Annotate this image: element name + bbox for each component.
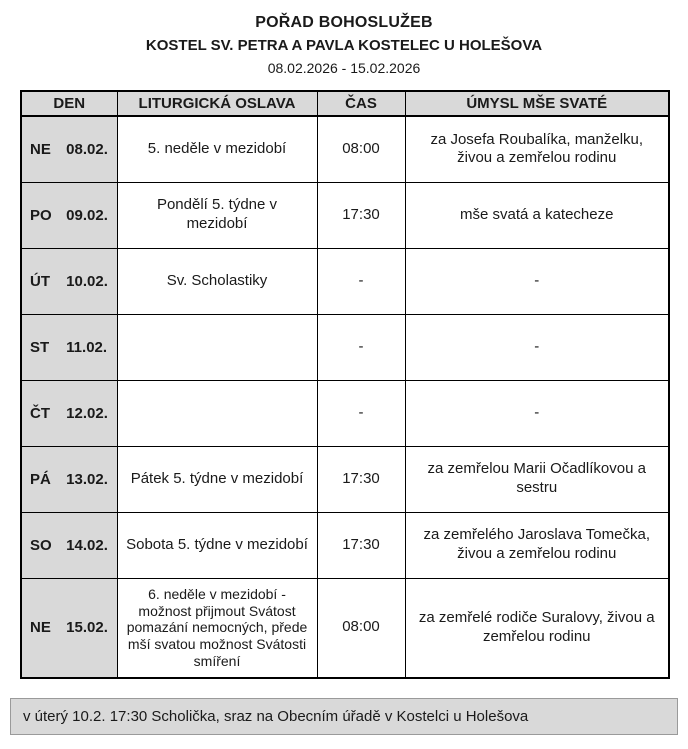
table-header-row bbox=[21, 91, 669, 116]
column-header-cas: ČAS bbox=[317, 91, 405, 116]
day-cell bbox=[21, 578, 117, 678]
intention-cell: za zemřelé rodiče Suralovy, živou a zemřelou rodinu bbox=[405, 578, 669, 678]
day-date: 13.02. bbox=[66, 470, 108, 488]
celebration-cell: Pátek 5. týdne v mezidobí bbox=[117, 446, 317, 512]
schedule-table bbox=[20, 90, 670, 679]
time-cell: 08:00 bbox=[317, 116, 405, 182]
day-abbr: ČT bbox=[30, 404, 50, 422]
church-name: KOSTEL SV. PETRA A PAVLA KOSTELEC U HOLEŠOVA bbox=[145, 37, 543, 54]
time-cell: 08:00 bbox=[317, 578, 405, 678]
day-cell bbox=[21, 446, 117, 512]
document-header bbox=[20, 14, 668, 76]
table-row bbox=[21, 578, 669, 678]
time-cell: - bbox=[317, 248, 405, 314]
time-cell: 17:30 bbox=[317, 446, 405, 512]
time-cell: 17:30 bbox=[317, 512, 405, 578]
day-date: 14.02. bbox=[66, 536, 108, 554]
table-row bbox=[21, 248, 669, 314]
table-row bbox=[21, 380, 669, 446]
day-abbr: PO bbox=[30, 206, 52, 224]
time-cell: - bbox=[317, 380, 405, 446]
celebration-cell bbox=[117, 314, 317, 380]
celebration-cell: Sv. Scholastiky bbox=[117, 248, 317, 314]
column-header-den: DEN bbox=[21, 91, 117, 116]
day-date: 10.02. bbox=[66, 272, 108, 290]
intention-cell: - bbox=[405, 248, 669, 314]
day-cell bbox=[21, 182, 117, 248]
column-header-oslava: LITURGICKÁ OSLAVA bbox=[117, 91, 317, 116]
day-cell bbox=[21, 116, 117, 182]
intention-cell: - bbox=[405, 380, 669, 446]
day-cell bbox=[21, 248, 117, 314]
intention-cell: za Josefa Roubalíka, manželku, živou a zemřelou rodinu bbox=[405, 116, 669, 182]
table-row bbox=[21, 512, 669, 578]
celebration-cell: 5. neděle v mezidobí bbox=[117, 116, 317, 182]
day-abbr: SO bbox=[30, 536, 52, 554]
time-cell: - bbox=[317, 314, 405, 380]
table-row bbox=[21, 116, 669, 182]
day-date: 12.02. bbox=[66, 404, 108, 422]
celebration-cell: Sobota 5. týdne v mezidobí bbox=[117, 512, 317, 578]
footer-note: v úterý 10.2. 17:30 Scholička, sraz na Obecním úřadě v Kostelci u Holešova bbox=[10, 698, 678, 735]
table-row bbox=[21, 182, 669, 248]
date-range: 08.02.2026 - 15.02.2026 bbox=[267, 60, 421, 76]
celebration-cell: Pondělí 5. týdne v mezidobí bbox=[117, 182, 317, 248]
page-title: POŘAD BOHOSLUŽEB bbox=[255, 14, 433, 31]
day-abbr: NE bbox=[30, 140, 51, 158]
celebration-cell: 6. neděle v mezidobí - možnost přijmout Svátost pomazání nemocných, přede mší svatou možnost Svátosti smíření bbox=[117, 578, 317, 678]
intention-cell: mše svatá a katecheze bbox=[405, 182, 669, 248]
celebration-cell bbox=[117, 380, 317, 446]
intention-cell: - bbox=[405, 314, 669, 380]
column-header-umysl: ÚMYSL MŠE SVATÉ bbox=[405, 91, 669, 116]
table-row bbox=[21, 446, 669, 512]
intention-cell: za zemřelou Marii Očadlíkovou a sestru bbox=[405, 446, 669, 512]
time-cell: 17:30 bbox=[317, 182, 405, 248]
day-abbr: PÁ bbox=[30, 470, 51, 488]
day-abbr: NE bbox=[30, 619, 51, 637]
day-date: 09.02. bbox=[66, 206, 108, 224]
day-cell bbox=[21, 380, 117, 446]
day-date: 08.02. bbox=[66, 140, 108, 158]
day-cell bbox=[21, 314, 117, 380]
day-date: 11.02. bbox=[66, 338, 108, 356]
day-abbr: ÚT bbox=[30, 272, 50, 290]
day-abbr: ST bbox=[30, 338, 50, 356]
day-cell bbox=[21, 512, 117, 578]
table-row bbox=[21, 314, 669, 380]
day-date: 15.02. bbox=[66, 619, 108, 637]
intention-cell: za zemřelého Jaroslava Tomečka, živou a zemřelou rodinu bbox=[405, 512, 669, 578]
